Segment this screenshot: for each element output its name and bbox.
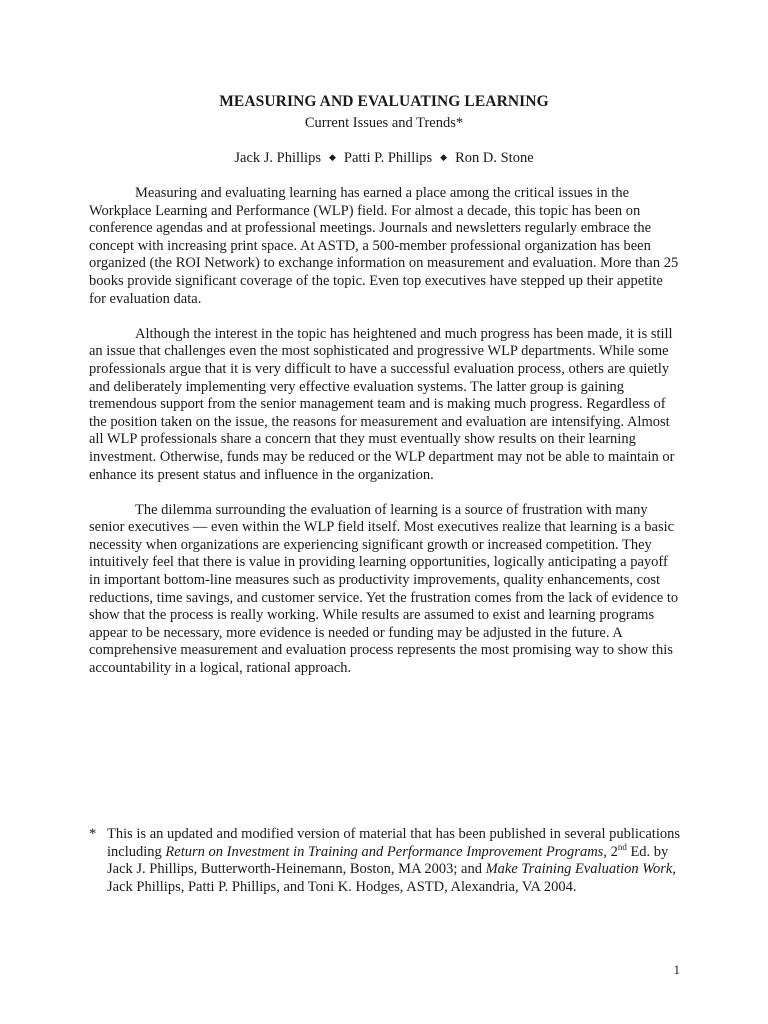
footnote-text: This is an updated and modified version of material that has been published in several publications including	[107, 826, 681, 860]
footnote-marker: *	[89, 826, 97, 842]
author-line	[0, 150, 768, 167]
author-separator: ◆	[328, 152, 336, 162]
author-name: Jack J. Phillips	[234, 150, 321, 166]
footnote-text: Ed. by Jack J. Phillips, Butterworth-Heinemann, Boston, MA 2003; and	[107, 843, 669, 878]
footnote-superscript: nd	[617, 841, 627, 852]
page-number: 1	[673, 962, 680, 977]
footnote-citation-title: Return on Investment in Training and Performance Improvement Programs,	[165, 843, 607, 860]
body-text	[89, 185, 681, 695]
body-paragraph: The dilemma surrounding the evaluation of learning is a source of frustration with many senior executives — even within the WLP field itself. Most executives realize that learning is a basic necessity when organizations are experiencing significant growth or increased competition. They intuitively feel that there is value in providing learning opportunities, logically anticipating a payoff in important bottom-line measures such as productivity improvements, quality enhancements, cost reductions, time savings, and customer service. Yet the frustration comes from the lack of evidence to show that the process is really working. While results are assumed to exist and learning programs appear to be necessary, more evidence is needed or funding may be adjusted in the future. A comprehensive measurement and evaluation process represents the most promising way to show this accountability in a logical, rational approach.	[89, 501, 679, 677]
author-name: Ron D. Stone	[455, 150, 534, 166]
author-separator: ◆	[440, 152, 448, 162]
footnote-text: 2	[606, 843, 618, 860]
footnote	[89, 826, 681, 896]
body-paragraph: Although the interest in the topic has heightened and much progress has been made, it is still an issue that challenges even the most sophisticated and progressive WLP departments. While some professionals argue that it is very difficult to have a successful evaluation process, others are quietly and deliberately implementing very effective evaluation systems. The latter group is gaining tremendous support from the senior management team and is making much progress. Regardless of the position taken on the issue, the reasons for measurement and evaluation are intensifying. Almost all WLP professionals share a concern that they must eventually show results on their learning investment. Otherwise, funds may be reduced or the WLP department may not be able to maintain or enhance its present status and influence in the organization.	[89, 325, 675, 483]
document-title: MEASURING AND EVALUATING LEARNING	[219, 93, 549, 110]
body-paragraph: Measuring and evaluating learning has earned a place among the critical issues in the Workplace Learning and Performance (WLP) field. For almost a decade, this topic has been on conference agendas and at professional meetings. Journals and newsletters regularly embrace the concept with increasing print space. At ASTD, a 500-member professional organization has been organized (the ROI Network) to exchange information on measurement and evaluation. More than 25 books provide significant coverage of the topic. Even top executives have stepped up their appetite for evaluation data.	[89, 185, 679, 307]
document-subtitle: Current Issues and Trends*	[304, 115, 464, 131]
footnote-text: , Jack Phillips, Patti P. Phillips, and Toni K. Hodges, ASTD, Alexandria, VA 2004.	[107, 861, 676, 895]
footnote-citation-title: Make Training Evaluation Work	[485, 861, 673, 878]
author-name: Patti P. Phillips	[343, 150, 433, 166]
